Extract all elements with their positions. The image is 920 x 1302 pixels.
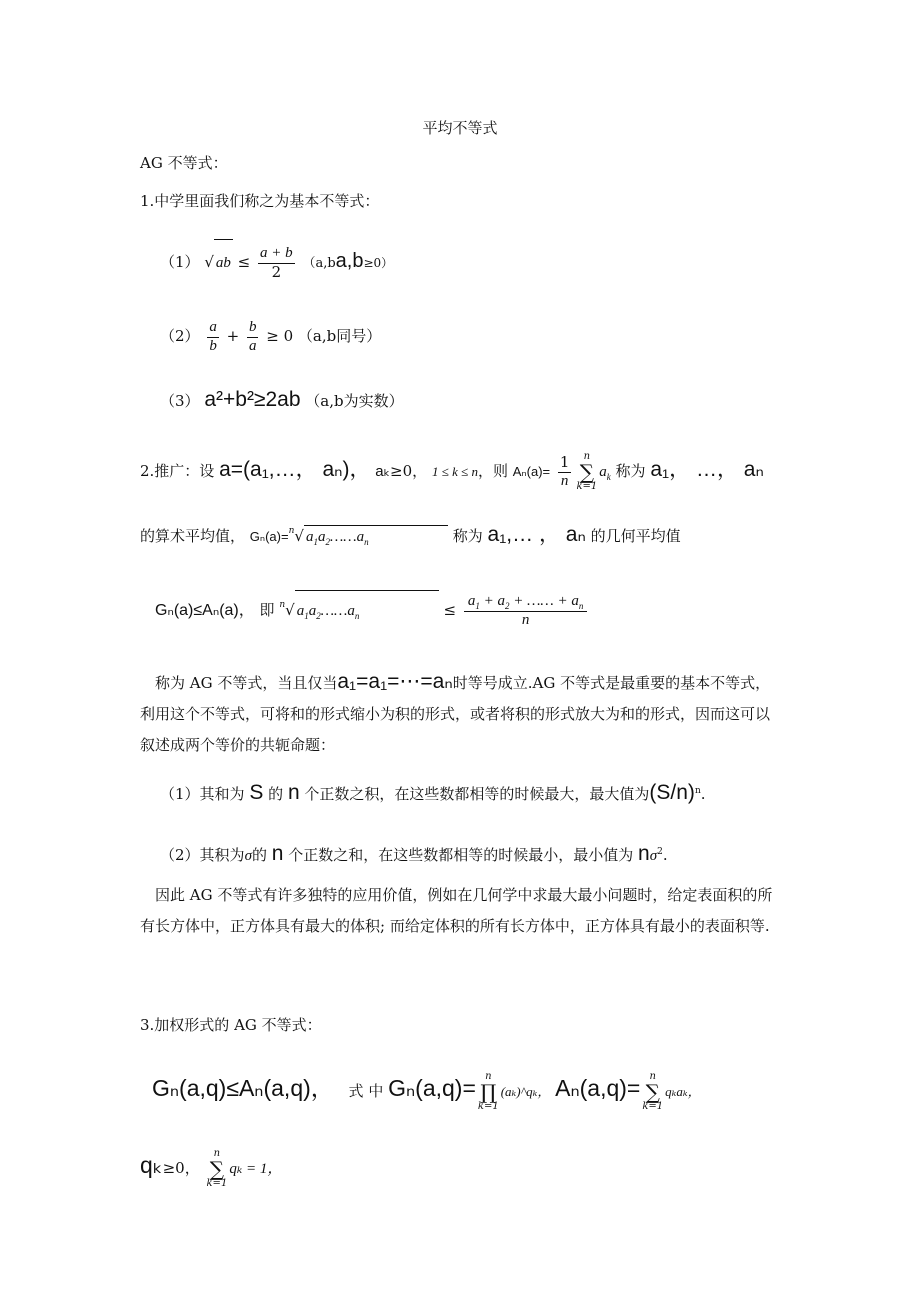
fraction-sum-over-n: $\frac{a_1 + a_2 + \dots\dots + a_n}{n}$ [464, 593, 588, 630]
sum-symbol-weighted: n ∑ k=1 [642, 1071, 664, 1112]
item2-definition: 2.推广：设 a=(a₁,…， aₙ)， aₖ≥0， 1 ≤ k ≤ n，则 Aₙ(a)= $\frac{1}{n}$ n ∑ k=1 $a_k$ 称为 a₁， …， aₙ [140, 451, 764, 492]
item3-heading: 3.加权形式的 AG 不等式： [140, 1016, 322, 1034]
formula-3: （3） a²+b²≥2ab （a,b为实数） [160, 388, 404, 411]
ag-inequality: Gₙ(a)≤Aₙ(a)， 即 $^n$√ $a_1a_2\dots\dots a_n$ ≤ $\frac{a_1 + a_2 + \dots\dots + a_n}{n}$ [155, 585, 590, 636]
sum-symbol: n ∑ k=1 [576, 451, 598, 492]
formula-1-cond: （a,b [302, 256, 336, 271]
nth-root-product: $^n$√ $a_1a_2\dots\dots a_n$ [289, 520, 448, 553]
fraction-a-plus-b-over-2: $\frac{a + b}{2}$ [260, 245, 293, 281]
formula-2-label: （2） [160, 327, 200, 345]
weight-condition: qₖ≥0， n ∑ k=1 qₖ = 1， [140, 1148, 283, 1189]
product-symbol: n ∏ k=1 [477, 1071, 499, 1112]
proposition-2: （2）其积为σ的 n 个正数之和，在这些数都相等的时候最小，最小值为 $n\sigma^2$. [160, 842, 668, 865]
application-paragraph: 因此 AG 不等式有许多独特的应用价值，例如在几何学中求最大最小问题时，给定表面积的所有长方体中，正方体具有最大的体积; 而给定体积的所有长方体中，正方体具有最小的表面积等. [140, 886, 773, 935]
formula-3-label: （3） [160, 392, 200, 410]
weighted-ag: Gₙ(a,q)≤Aₙ(a,q)， 式 中 Gₙ(a,q)= n ∏ k=1 (aₖ)^qₖ， Aₙ(a,q)= n ∑ k=1 qₖaₖ， [152, 1071, 701, 1112]
equality-condition: a₁=a₁=⋯=aₙ [337, 670, 453, 693]
formula-3-expr: a²+b²≥2ab [204, 388, 301, 411]
fraction-a-over-b: $\frac{a}{b}$ [209, 319, 217, 354]
page-title: 平均不等式 [422, 119, 498, 137]
item1-heading: 1.中学里面我们称之为基本不等式： [140, 192, 380, 210]
formula-1-label: （1） [160, 253, 200, 271]
section-heading: AG 不等式： [140, 154, 228, 172]
sqrt-ab: √ ab [204, 239, 233, 286]
fraction-b-over-a: $\frac{b}{a}$ [248, 319, 257, 354]
k-range: 1 ≤ k ≤ n [431, 464, 478, 479]
ag-paragraph: 称为 AG 不等式，当且仅当a₁=a₁=⋯=aₙ时等号成立.AG 不等式是最重要的基本不等式，利用这个不等式，可将和的形式缩小为积的形式，或者将积的形式放大为和的形式，因而这可以叙述成两个等价的共轭命题： [140, 670, 771, 754]
vector-a: a=(a₁,…， aₙ)， [219, 458, 371, 481]
sum-symbol-q: n ∑ k=1 [206, 1148, 228, 1189]
proposition-1: （1）其和为 S 的 n 个正数之积，在这些数都相等的时候最大，最大值为$(S/n)^n$. [160, 781, 706, 804]
formula-2: （2） $\frac{a}{b}$ + $\frac{b}{a}$ ≥ 0 （a,b同号） [160, 319, 382, 354]
item2-geo-line: 的算术平均值， Gₙ(a)=$^n$√ $a_1a_2\dots\dots a_n$ 称为 a₁,… ， aₙ 的几何平均值 [140, 520, 681, 553]
formula-1: （1） √ ab ≤ $\frac{a + b}{2}$ （a,ba,b≥0） [160, 238, 393, 287]
fraction-1-over-n: $\frac{1}{n}$ [559, 453, 570, 489]
sequence-a1-an: a₁， …， aₙ [650, 458, 764, 481]
item2-lead: 2.推广：设 [140, 462, 215, 480]
